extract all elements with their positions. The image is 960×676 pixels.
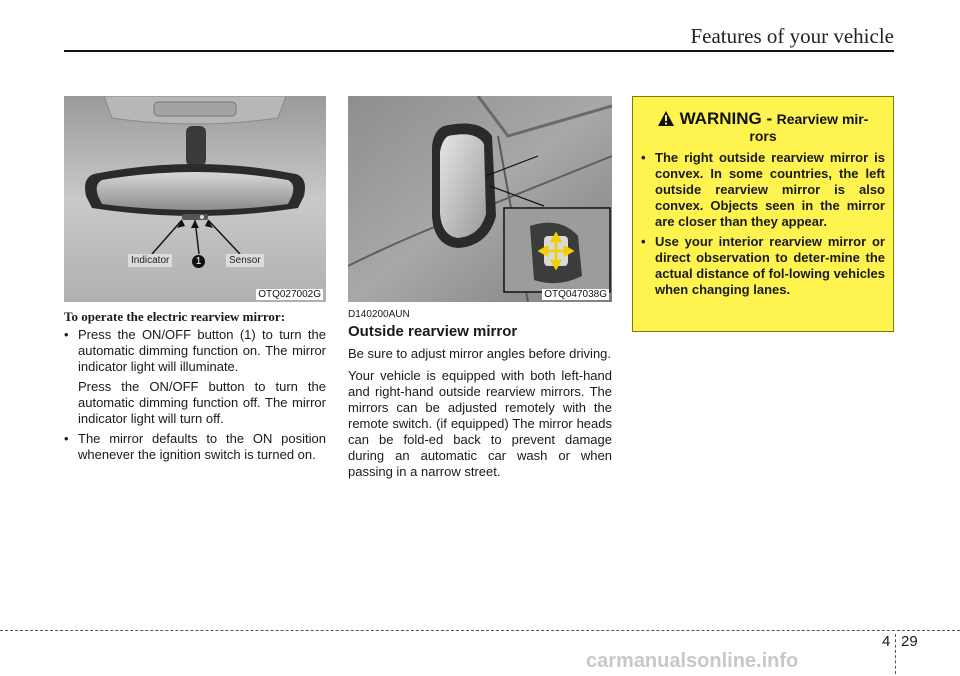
list-item [64,327,326,427]
warning-title-line2: rors [749,128,777,144]
indicator-label: Indicator [128,254,172,267]
warning-box [632,96,894,332]
section-code: D140200AUN [348,309,410,320]
operate-subheading: To operate the electric rearview mirror: [64,309,286,324]
outside-mirror-illustration [348,96,612,302]
outside-mirror-body [348,346,612,486]
section-title: Outside rearview mirror [348,323,518,340]
bullet-paragraph: • Press the ON/OFF button (1) to turn the automatic dimming function on. The mirror indicator light will illuminate. [78,327,326,374]
operate-bullet-list [64,327,326,467]
list-item: • The right outside rearview mirror is convex. In some countries, the left outside rearview mirror is also convex. Objects seen in the mirror are closer than they appear. [641,150,885,230]
bullet-paragraph: • The mirror defaults to the ON position whenever the ignition switch is turned on. [78,431,326,462]
interior-mirror-illustration [64,96,326,302]
body-paragraph: Your vehicle is equipped with both left-hand and right-hand outside rearview mirrors. The mirrors can be adjusted remotely with the remote switch. (if equipped) The mirror heads can be fold-ed back to prevent damage during an automatic car wash or when passing in a narrow street. [348,368,612,479]
warning-heading [633,109,893,129]
list-item [64,431,326,463]
figure-code-outside: OTQ047038G [544,289,607,300]
figure-code-interior: OTQ027002G [258,289,321,300]
list-item: • Use your interior rearview mirror or direct observation to deter-mine the actual distance of fol-lowing vehicles when changing lanes. [641,234,885,298]
site-watermark: carmanualsonline.info [586,650,799,672]
outside-mirror-figure [348,96,612,302]
warning-title-line1: Rearview mir- [776,111,869,127]
page-header-title: Features of your vehicle [690,24,894,48]
interior-mirror-figure [64,96,326,302]
page-number: 29 [901,633,918,650]
warning-list [633,150,893,298]
header-rule [64,50,894,52]
warning-label: WARNING - [679,109,773,128]
sensor-label: Sensor [226,254,264,267]
body-paragraph: Be sure to adjust mirror angles before driving. [348,346,612,361]
warning-triangle-icon [658,111,674,126]
chapter-number: 4 [882,633,891,650]
callout-number-1: 1 [192,255,205,268]
footer-rule [0,630,960,631]
page-number-divider [895,634,897,674]
bullet-paragraph: Press the ON/OFF button to turn the automatic dimming function off. The mirror indicator light will turn off. [78,379,326,426]
